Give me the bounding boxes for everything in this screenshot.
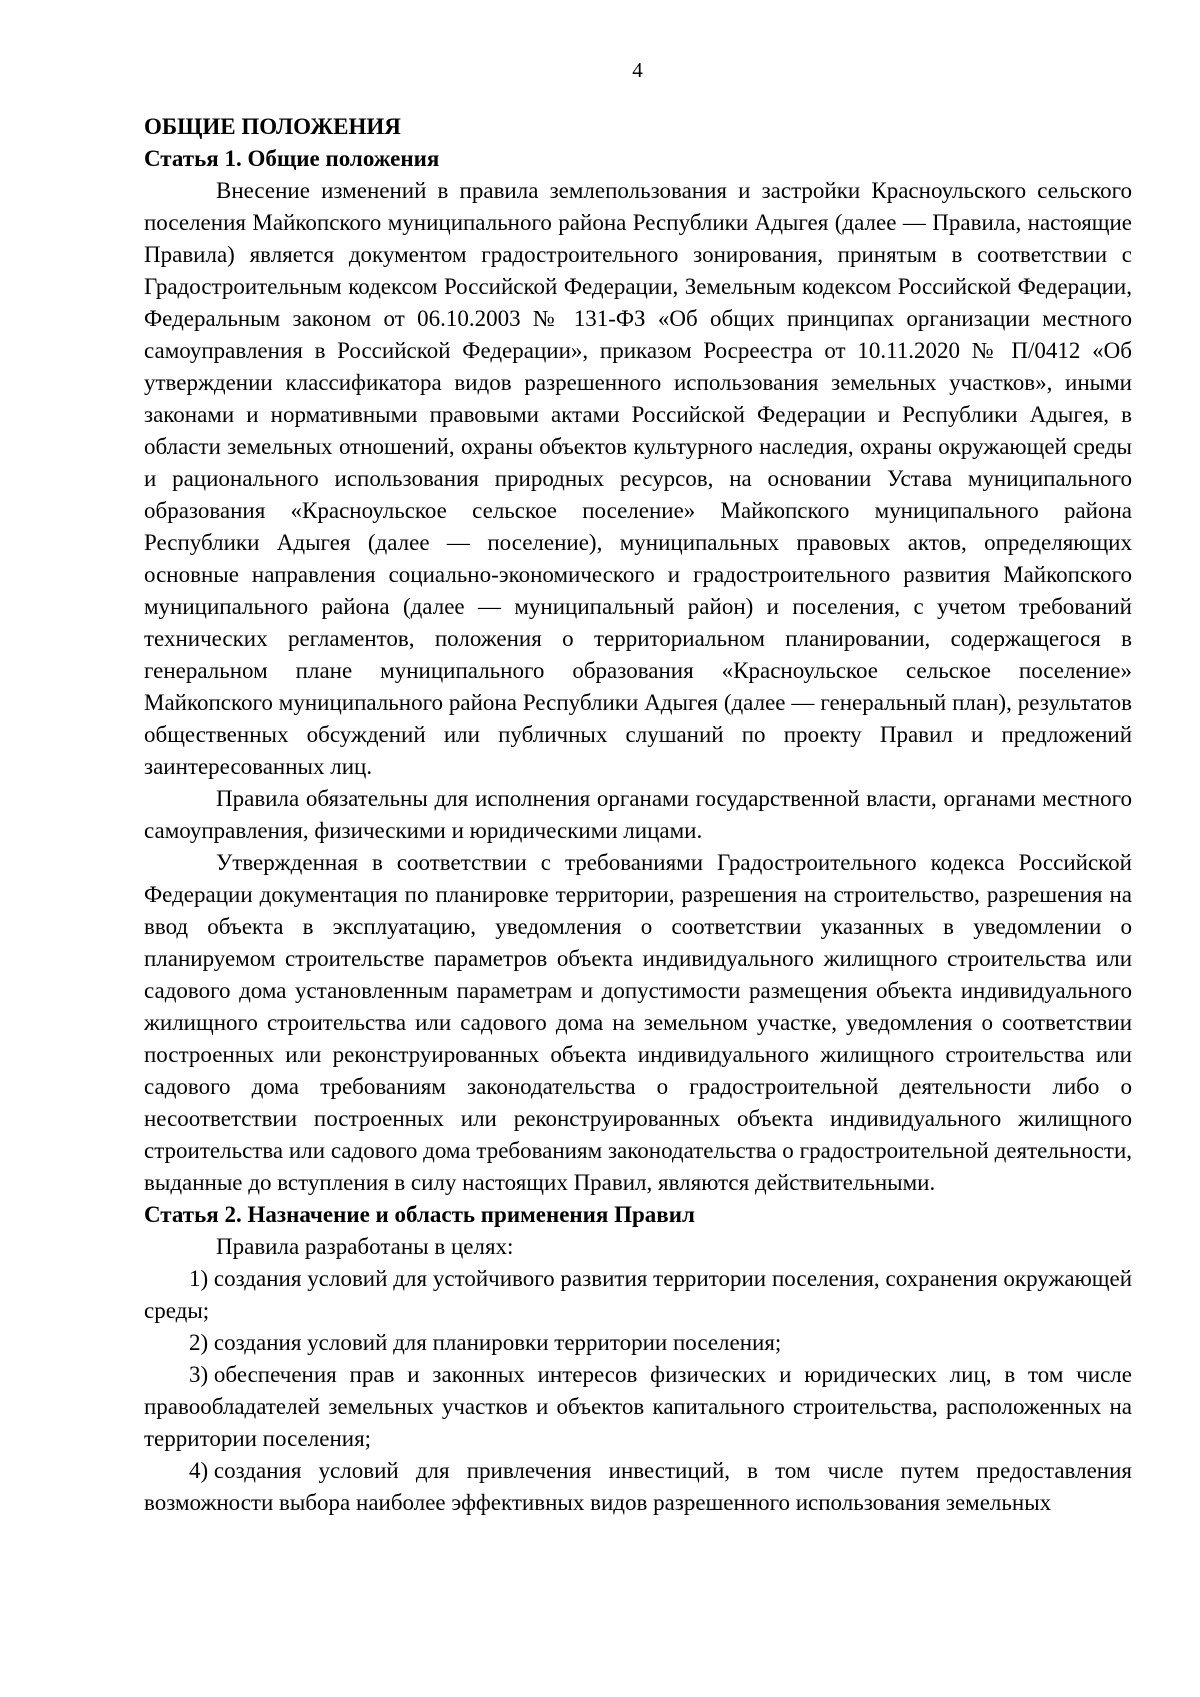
list-item-number: 1) — [189, 1266, 209, 1291]
list-item — [144, 1327, 1132, 1359]
page-number: 4 — [632, 58, 643, 82]
list-item-text: обеспечения прав и законных интересов физических и юридических лиц, в том числе правообладателей земельных участков и объектов капитального строительства, расположенных на территории поселения; — [144, 1362, 1132, 1451]
list-item — [144, 1359, 1132, 1455]
list-item-number: 3) — [189, 1362, 209, 1387]
article-1-paragraph: Утвержденная в соответствии с требованиями Градостроительного кодекса Российской Федерации документация по планировке территории, разрешения на строительство, разрешения на ввод объекта в эксплуатацию, уведомления о соответствии указанных в уведомлении о планируемом строительстве параметров объекта индивидуального жилищного строительства или садового дома установленным параметрам и допустимости размещения объекта индивидуального жилищного строительства или садового дома на земельном участке, уведомления о соответствии построенных или реконструированных объекта индивидуального жилищного строительства или садового дома требованиям законодательства о градостроительной деятельности либо о несоответствии построенных или реконструированных объекта индивидуального жилищного строительства или садового дома требованиям законодательства о градостроительной деятельности, выданные до вступления в силу настоящих Правил, являются действительными. — [144, 850, 1132, 1195]
section-title: ОБЩИЕ ПОЛОЖЕНИЯ — [144, 114, 401, 139]
list-item-number: 2) — [189, 1330, 209, 1355]
list-item-text: создания условий для устойчивого развития территории поселения, сохранения окружающей среды; — [144, 1266, 1132, 1323]
list-item-number: 4) — [189, 1458, 209, 1483]
article-1-title: Статья 1. Общие положения — [144, 146, 440, 171]
list-item — [144, 1455, 1132, 1519]
article-2-intro: Правила разработаны в целях: — [216, 1234, 514, 1259]
article-2-title: Статья 2. Назначение и область применения Правил — [144, 1202, 695, 1227]
article-1-paragraph: Внесение изменений в правила землепользования и застройки Красноульского сельского поселения Майкопского муниципального района Республики Адыгея (далее — Правила, настоящие Правила) является документом градостроительного зонирования, принятым в соответствии с Градостроительным кодексом Российской Федерации, Земельным кодексом Российской Федерации, Федеральным законом от 06.10.2003 № 131-ФЗ «Об общих принципах организации местного самоуправления в Российской Федерации», приказом Росреестра от 10.11.2020 № П/0412 «Об утверждении классификатора видов разрешенного использования земельных участков», иными законами и нормативными правовыми актами Российской Федерации и Республики Адыгея, в области земельных отношений, охраны объектов культурного наследия, охраны окружающей среды и рационального использования природных ресурсов, на основании Устава муниципального образования «Красноульское сельское поселение» Майкопского муниципального района Республики Адыгея (далее — поселение), муниципальных правовых актов, определяющих основные направления социально-экономического и градостроительного развития Майкопского муниципального района (далее — муниципальный район) и поселения, с учетом требований технических регламентов, положения о территориальном планировании, содержащегося в генеральном плане муниципального образования «Красноульское сельское поселение» Майкопского муниципального района Республики Адыгея (далее — генеральный план), результатов общественных обсуждений или публичных слушаний по проекту Правил и предложений заинтересованных лиц. — [144, 178, 1132, 779]
article-1-paragraph: Правила обязательны для исполнения органами государственной власти, органами местного самоуправления, физическими и юридическими лицами. — [144, 786, 1132, 843]
list-item-text: создания условий для привлечения инвестиций, в том числе путем предоставления возможности выбора наиболее эффективных видов разрешенного использования земельных — [144, 1458, 1132, 1515]
document-body — [144, 111, 1132, 1519]
list-item-text: создания условий для планировки территории поселения; — [213, 1330, 782, 1355]
list-item — [144, 1263, 1132, 1327]
